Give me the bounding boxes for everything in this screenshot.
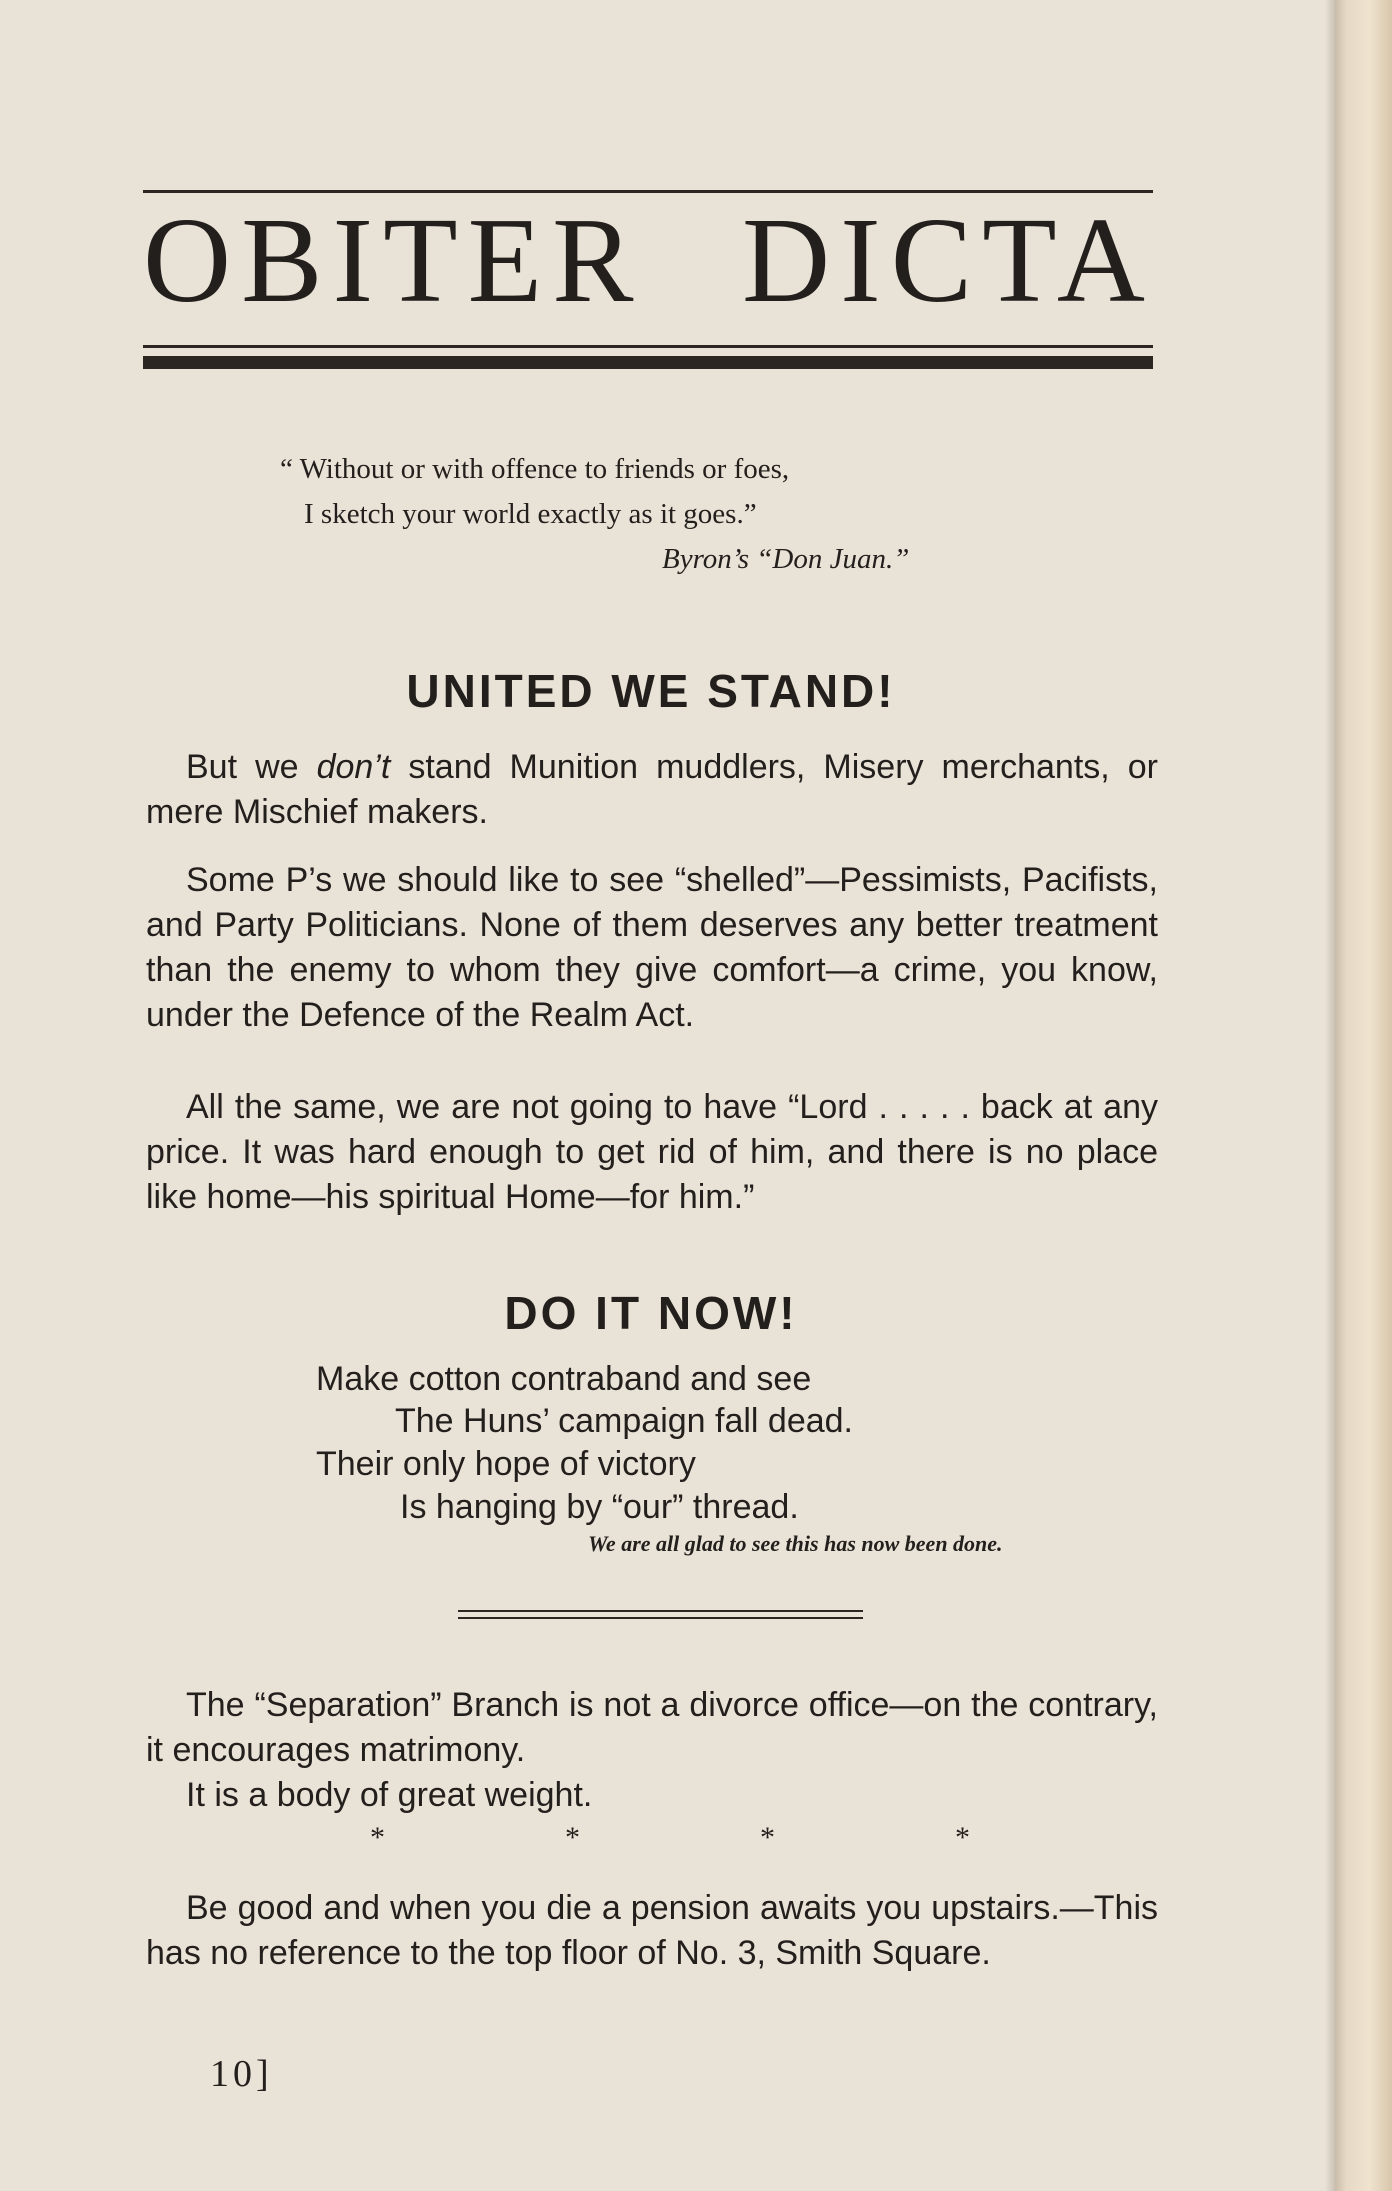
poem-line-2: The Huns’ campaign fall dead.: [395, 1402, 854, 1440]
heading-do-it-now: DO IT NOW!: [504, 1287, 798, 1339]
asterisk: *: [760, 1821, 775, 1854]
asterisk: *: [955, 1821, 970, 1854]
paragraph-lord: All the same, we are not going to have “Lord . . . . . back at any price. It was hard enough to get rid of him, and there is no place like home—his spiritual Home—for him.”: [146, 1088, 1158, 1216]
poem-line-4: Is hanging by “our” thread.: [400, 1488, 799, 1526]
paragraph-separation-branch: The “Separation” Branch is not a divorce office—on the contrary, it encourages matrimony.: [146, 1686, 1158, 1769]
paragraph-munition-muddlers: [146, 745, 1158, 835]
title-rule-thin: [143, 345, 1153, 348]
paragraph-pension: Be good and when you die a pension awaits you upstairs.—This has no reference to the top floor of No. 3, Smith Square.: [146, 1889, 1158, 1972]
epigraph-line-1: “ Without or with offence to friends or foes,: [280, 453, 790, 485]
page-number: 10]: [210, 2053, 273, 2095]
paragraph-body-of-weight: It is a body of great weight.: [186, 1776, 593, 1814]
section-divider-2: [458, 1617, 863, 1619]
epigraph-attribution: Byron’s “Don Juan.”: [662, 543, 910, 575]
page-title: [143, 193, 1155, 328]
page-edge: [1335, 0, 1392, 2191]
poem-line-1: Make cotton contraband and see: [316, 1360, 812, 1398]
poem-note: We are all glad to see this has now been done.: [588, 1531, 1003, 1556]
epigraph-line-2: I sketch your world exactly as it goes.”: [304, 498, 757, 530]
paragraph-pessimists: Some P’s we should like to see “shelled”—Pessimists, Pacifists, and Party Politicians. None of them deserves any better treatment than the enemy to whom they give comfort—a crime, you know, under the Defence of the Realm Act.: [146, 861, 1158, 1034]
paragraph-text: stand Munition muddlers, Misery merchants, or mere Mischief makers.: [146, 748, 1158, 831]
title-word-2: DICTA: [742, 193, 1155, 328]
emphasis-dont: don’t: [316, 748, 391, 786]
paragraph-text: But we: [186, 748, 317, 786]
title-rule-thick: [143, 356, 1153, 369]
asterism: [370, 1823, 970, 1853]
section-divider-1: [458, 1610, 863, 1612]
title-word-1: OBITER: [143, 193, 644, 328]
poem-line-3: Their only hope of victory: [316, 1445, 696, 1483]
asterisk: *: [565, 1821, 580, 1854]
asterisk: *: [370, 1821, 385, 1854]
heading-united-we-stand: UNITED WE STAND!: [406, 665, 896, 717]
